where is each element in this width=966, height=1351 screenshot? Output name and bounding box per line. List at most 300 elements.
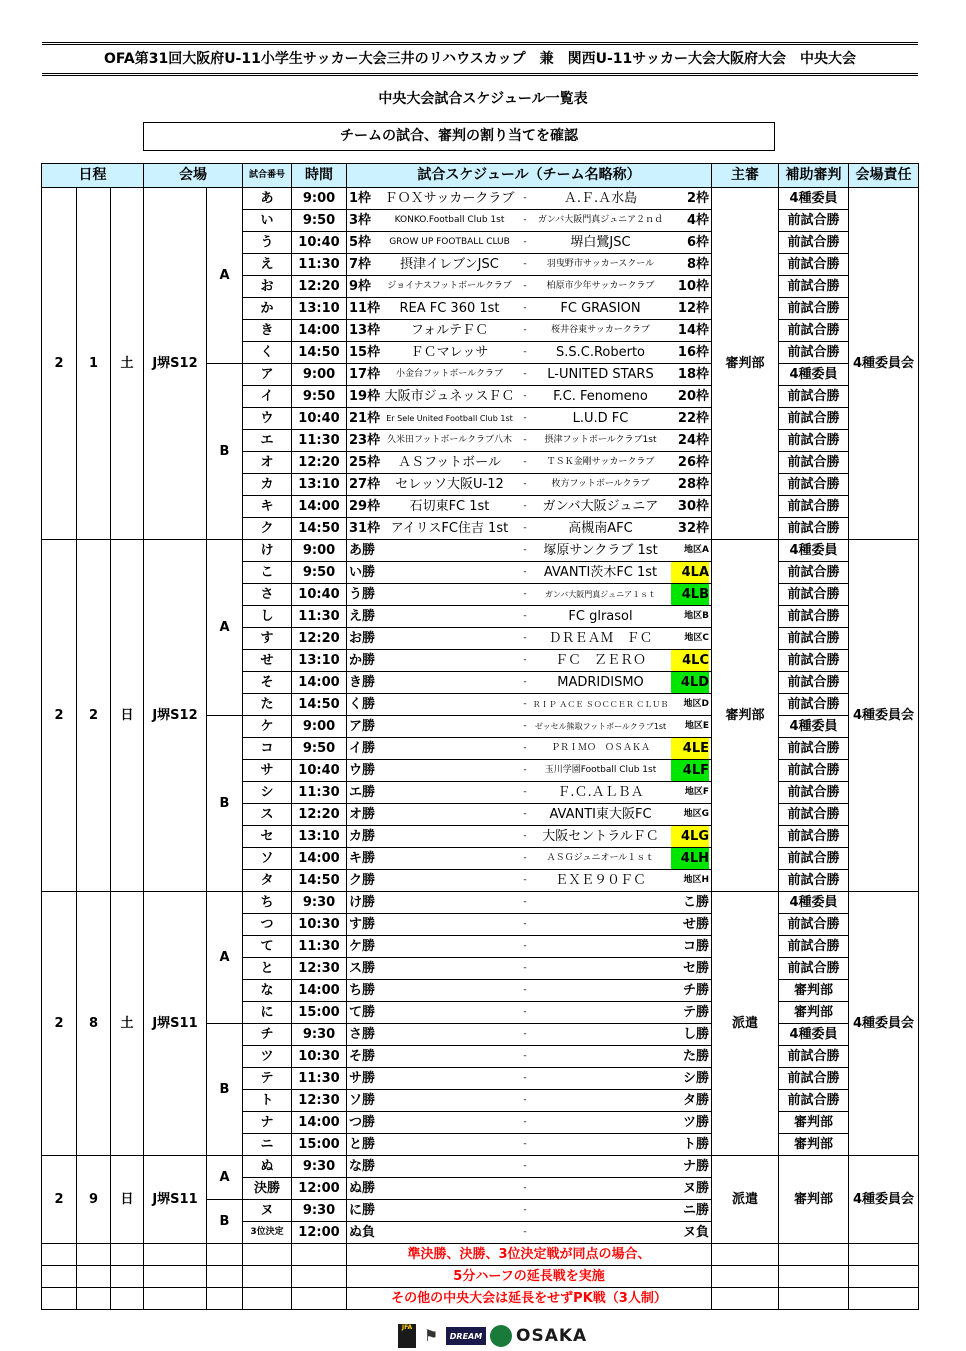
match-time: 14:50 (292, 518, 347, 540)
match-id: そ (243, 672, 292, 694)
left-team: ＦＯＸサッカークラブ (384, 191, 515, 206)
match-teams (347, 474, 712, 496)
left-slot: カ勝 (349, 829, 376, 844)
assistant-cell: 前試合勝 (779, 628, 849, 650)
manager-cell: 4種委員会 (849, 188, 919, 540)
match-id: け (243, 540, 292, 562)
left-slot: オ勝 (349, 807, 376, 822)
empty-cell (292, 1288, 347, 1310)
empty-cell (712, 1244, 779, 1266)
left-slot: イ勝 (349, 741, 376, 756)
empty-cell (42, 1244, 77, 1266)
empty-cell (712, 1266, 779, 1288)
right-slot: 4LD (671, 672, 709, 693)
match-id: サ (243, 760, 292, 782)
match-id: ト (243, 1090, 292, 1112)
venue-cell: J堺S11 (144, 892, 207, 1156)
match-time: 12:20 (292, 276, 347, 298)
separator: - (523, 611, 527, 621)
match-teams (347, 188, 712, 210)
right-team: L-UNITED STARS (547, 367, 654, 382)
match-time: 14:50 (292, 342, 347, 364)
left-team: GROW UP FOOTBALL CLUB (389, 237, 510, 247)
right-slot: テ勝 (682, 1005, 709, 1020)
right-slot: ヌ勝 (682, 1181, 709, 1196)
date-month: 2 (42, 188, 77, 540)
match-time: 9:30 (292, 1200, 347, 1222)
left-slot: ケ勝 (349, 939, 376, 954)
page-subtitle: 中央大会試合スケジュール一覧表 (378, 91, 588, 107)
separator: - (523, 479, 527, 489)
match-time: 12:30 (292, 1090, 347, 1112)
separator: - (523, 743, 527, 753)
venue-cell: J堺S12 (144, 188, 207, 540)
match-teams (347, 1222, 712, 1244)
match-teams (347, 958, 712, 980)
left-team: ＡＳフットボール (398, 455, 501, 470)
match-time: 10:40 (292, 760, 347, 782)
assistant-cell: 前試合勝 (779, 694, 849, 716)
match-time: 11:30 (292, 1068, 347, 1090)
match-id: 決勝 (243, 1178, 292, 1200)
left-slot: 29枠 (349, 499, 381, 514)
separator: - (523, 963, 527, 973)
right-slot: セ勝 (682, 961, 709, 976)
match-time: 12:00 (292, 1178, 347, 1200)
match-id: か (243, 298, 292, 320)
date-weekday: 日 (111, 540, 144, 892)
right-team: F.C. Fenomeno (553, 389, 648, 404)
match-teams (347, 1112, 712, 1134)
match-id: ア (243, 364, 292, 386)
match-id: お (243, 276, 292, 298)
separator: - (523, 699, 527, 709)
empty-cell (243, 1266, 292, 1288)
right-team: AVANTI茨木FC 1st (543, 565, 658, 580)
right-team: 塚原サンクラブ 1st (543, 543, 658, 558)
match-time: 12:20 (292, 452, 347, 474)
match-id: 3位決定 (243, 1222, 292, 1244)
match-time: 9:50 (292, 562, 347, 584)
left-slot: ス勝 (349, 961, 376, 976)
match-time: 12:20 (292, 628, 347, 650)
separator: - (523, 633, 527, 643)
right-slot: 4LF (671, 760, 709, 781)
left-team: REA FC 360 1st (399, 301, 500, 316)
right-team: ＤＲＥＡＭ ＦＣ (548, 631, 653, 646)
right-slot: 24枠 (677, 433, 709, 448)
separator: - (523, 875, 527, 885)
right-slot: 地区C (684, 633, 709, 643)
match-teams (347, 1156, 712, 1178)
match-id: ス (243, 804, 292, 826)
match-id: ク (243, 518, 292, 540)
right-slot: 2枠 (686, 191, 709, 206)
separator: - (523, 655, 527, 665)
match-teams (347, 936, 712, 958)
right-slot: こ勝 (682, 895, 709, 910)
match-time: 9:30 (292, 892, 347, 914)
match-time: 14:00 (292, 980, 347, 1002)
separator: - (523, 325, 527, 335)
separator: - (523, 259, 527, 269)
empty-cell (207, 1244, 243, 1266)
assistant-cell: 審判部 (779, 1134, 849, 1156)
match-id: エ (243, 430, 292, 452)
separator: - (523, 1029, 527, 1039)
right-slot: シ勝 (682, 1071, 709, 1086)
match-id: オ (243, 452, 292, 474)
right-team: 高槻南AFC (568, 521, 633, 536)
match-id: せ (243, 650, 292, 672)
left-slot: え勝 (349, 609, 376, 624)
right-slot: 14枠 (677, 323, 709, 338)
match-teams (347, 342, 712, 364)
group-label: B (207, 364, 243, 540)
footer-note: 準決勝、決勝、3位決定戦が同点の場合、 (347, 1244, 712, 1266)
match-time: 14:00 (292, 496, 347, 518)
empty-cell (712, 1288, 779, 1310)
match-time: 14:00 (292, 672, 347, 694)
match-teams (347, 826, 712, 848)
match-time: 13:10 (292, 474, 347, 496)
date-day: 1 (77, 188, 111, 540)
match-teams (347, 1046, 712, 1068)
match-time: 9:00 (292, 716, 347, 738)
assistant-cell: 前試合勝 (779, 782, 849, 804)
right-slot: 20枠 (677, 389, 709, 404)
match-time: 14:00 (292, 1112, 347, 1134)
date-month: 2 (42, 1156, 77, 1244)
left-team: 久米田フットボールクラブ八木 (386, 435, 512, 445)
match-teams (347, 914, 712, 936)
date-day: 2 (77, 540, 111, 892)
match-time: 13:10 (292, 826, 347, 848)
match-teams (347, 408, 712, 430)
header-referee: 主審 (712, 164, 779, 188)
match-time: 9:00 (292, 188, 347, 210)
match-time: 14:50 (292, 694, 347, 716)
assistant-cell: 前試合勝 (779, 254, 849, 276)
separator: - (523, 193, 527, 203)
match-teams (347, 210, 712, 232)
group-label: B (207, 1200, 243, 1244)
right-slot: 地区G (683, 809, 709, 819)
right-slot: 4LE (671, 738, 709, 759)
match-time: 9:30 (292, 1156, 347, 1178)
empty-cell (111, 1288, 144, 1310)
right-slot: 18枠 (677, 367, 709, 382)
right-slot: 地区E (684, 721, 709, 731)
separator: - (523, 391, 527, 401)
match-time: 9:00 (292, 364, 347, 386)
right-slot: 地区A (684, 545, 709, 555)
match-teams (347, 892, 712, 914)
match-teams (347, 1178, 712, 1200)
left-slot: 13枠 (349, 323, 381, 338)
match-id: た (243, 694, 292, 716)
match-time: 12:20 (292, 804, 347, 826)
match-teams (347, 782, 712, 804)
empty-cell (207, 1266, 243, 1288)
left-slot: エ勝 (349, 785, 376, 800)
empty-cell (207, 1288, 243, 1310)
assistant-cell: 審判部 (779, 980, 849, 1002)
match-id: ニ (243, 1134, 292, 1156)
emblem-icon: ⚑ (423, 1326, 439, 1345)
assistant-cell: 前試合勝 (779, 826, 849, 848)
separator: - (523, 1205, 527, 1215)
left-slot: 25枠 (349, 455, 381, 470)
right-team: ガンバ大阪門真ジュニア１ｓｔ (544, 590, 657, 599)
left-slot: サ勝 (349, 1071, 376, 1086)
right-team: ガンバ大阪門真ジュニア２ｎｄ (537, 215, 664, 225)
match-teams (347, 276, 712, 298)
match-id: ぬ (243, 1156, 292, 1178)
separator: - (523, 1117, 527, 1127)
left-slot: ソ勝 (349, 1093, 376, 1108)
group-label: B (207, 716, 243, 892)
left-team: Er Sele United Football Club 1st (386, 414, 513, 423)
header-venue: 会場 (144, 164, 243, 188)
date-weekday: 土 (111, 892, 144, 1156)
match-teams (347, 320, 712, 342)
right-team: FC GRASION (560, 301, 641, 316)
separator: - (523, 237, 527, 247)
match-id: な (243, 980, 292, 1002)
venue-cell: J堺S12 (144, 540, 207, 892)
match-id: ツ (243, 1046, 292, 1068)
date-month: 2 (42, 892, 77, 1156)
assistant-cell: 前試合勝 (779, 606, 849, 628)
right-slot: ツ勝 (682, 1115, 709, 1130)
assistant-cell: 前試合勝 (779, 584, 849, 606)
group-label: A (207, 1156, 243, 1200)
jfa-logo: JFA (398, 1324, 416, 1348)
separator: - (523, 721, 527, 731)
assistant-cell: 4種委員 (779, 364, 849, 386)
right-slot: 4LA (671, 562, 709, 583)
right-slot: ナ勝 (682, 1159, 709, 1174)
schedule-table (41, 163, 919, 1310)
match-time: 14:50 (292, 870, 347, 892)
right-team: MADRIDISMO (557, 675, 644, 690)
empty-cell (779, 1244, 849, 1266)
match-id: と (243, 958, 292, 980)
match-id: う (243, 232, 292, 254)
left-slot: 23枠 (349, 433, 381, 448)
assistant-cell: 審判部 (779, 1002, 849, 1024)
right-team: FC glrasol (568, 609, 633, 624)
note-row (42, 1244, 919, 1266)
assistant-cell: 4種委員 (779, 188, 849, 210)
left-slot: ク勝 (349, 873, 376, 888)
separator: - (523, 523, 527, 533)
left-slot: き勝 (349, 675, 376, 690)
left-slot: つ勝 (349, 1115, 376, 1130)
left-slot: す勝 (349, 917, 376, 932)
left-team: ジョイナスフットボールクラブ (387, 281, 512, 291)
match-teams (347, 386, 712, 408)
match-teams (347, 364, 712, 386)
assistant-cell: 前試合勝 (779, 276, 849, 298)
left-slot: ぬ負 (349, 1225, 376, 1240)
match-id: ウ (243, 408, 292, 430)
separator: - (523, 545, 527, 555)
separator: - (523, 413, 527, 423)
match-teams (347, 716, 712, 738)
right-slot: 地区D (683, 699, 709, 709)
match-id: セ (243, 826, 292, 848)
separator: - (523, 567, 527, 577)
assistant-cell: 前試合勝 (779, 320, 849, 342)
match-id: す (243, 628, 292, 650)
match-time: 10:40 (292, 584, 347, 606)
right-team: ＥＸＥ９０ＦＣ (554, 873, 646, 888)
empty-cell (144, 1266, 207, 1288)
right-team: 大阪セントラルＦＣ (542, 829, 659, 844)
left-slot: ぬ勝 (349, 1181, 376, 1196)
match-id: え (243, 254, 292, 276)
right-slot: コ勝 (682, 939, 709, 954)
left-team: アイリスFC住吉 1st (390, 521, 509, 536)
match-time: 15:00 (292, 1002, 347, 1024)
left-slot: そ勝 (349, 1049, 376, 1064)
header-schedule: 試合スケジュール（チーム名略称） (347, 164, 712, 188)
assistant-cell: 前試合勝 (779, 1090, 849, 1112)
separator: - (523, 765, 527, 775)
separator: - (523, 501, 527, 511)
match-teams (347, 298, 712, 320)
left-team: KONKO.Football Club 1st (394, 215, 505, 225)
empty-cell (144, 1244, 207, 1266)
assistant-cell: 前試合勝 (779, 210, 849, 232)
empty-cell (77, 1244, 111, 1266)
table-row (42, 892, 919, 914)
left-slot: に勝 (349, 1203, 376, 1218)
header-match-no: 試合番号 (243, 164, 292, 188)
match-time: 11:30 (292, 936, 347, 958)
empty-cell (849, 1288, 919, 1310)
right-slot: 22枠 (677, 411, 709, 426)
match-id: テ (243, 1068, 292, 1090)
right-team: ＡＳＧジュニオール１ｓｔ (546, 853, 655, 863)
match-id: ケ (243, 716, 292, 738)
table-row (42, 188, 919, 210)
table-row (42, 540, 919, 562)
table-row (42, 1156, 919, 1178)
match-time: 9:30 (292, 1024, 347, 1046)
right-team: ＴＳＫ金剛サッカークラブ (546, 457, 655, 467)
date-day: 9 (77, 1156, 111, 1244)
match-id: ソ (243, 848, 292, 870)
footer-note: その他の中央大会は延長をせずPK戦（3人制） (347, 1288, 712, 1310)
match-time: 11:30 (292, 782, 347, 804)
match-id: タ (243, 870, 292, 892)
match-id: さ (243, 584, 292, 606)
separator: - (523, 677, 527, 687)
match-teams (347, 540, 712, 562)
left-slot: ウ勝 (349, 763, 376, 778)
right-slot: 28枠 (677, 477, 709, 492)
right-slot: 10枠 (677, 279, 709, 294)
assistant-cell: 前試合勝 (779, 914, 849, 936)
right-slot: せ勝 (682, 917, 709, 932)
dream-logo: DREAM (446, 1327, 486, 1345)
match-teams (347, 738, 712, 760)
match-time: 10:30 (292, 914, 347, 936)
left-team: セレッソ大阪U-12 (395, 477, 504, 492)
assistant-cell: 前試合勝 (779, 232, 849, 254)
right-team: 摂津フットボールクラブ1st (544, 435, 657, 445)
left-team: 石切東FC 1st (409, 499, 490, 514)
match-teams (347, 1024, 712, 1046)
date-weekday: 土 (111, 188, 144, 540)
right-slot: 16枠 (677, 345, 709, 360)
match-teams (347, 430, 712, 452)
osaka-fa-emblem-icon (490, 1325, 512, 1347)
manager-cell: 4種委員会 (849, 1156, 919, 1244)
left-slot: と勝 (349, 1137, 376, 1152)
assistant-cell: 前試合勝 (779, 518, 849, 540)
group-label: A (207, 188, 243, 364)
right-team: 堺白鷺JSC (570, 235, 631, 250)
match-id: チ (243, 1024, 292, 1046)
assistant-cell: 4種委員 (779, 716, 849, 738)
assistant-cell: 前試合勝 (779, 738, 849, 760)
left-slot: け勝 (349, 895, 376, 910)
left-slot: ア勝 (349, 719, 376, 734)
left-slot: 5枠 (349, 235, 372, 250)
empty-cell (779, 1288, 849, 1310)
group-label: A (207, 892, 243, 1024)
separator: - (523, 897, 527, 907)
group-label: B (207, 1024, 243, 1156)
right-slot: 26枠 (677, 455, 709, 470)
left-team: 小金台フットボールクラブ (395, 369, 503, 379)
right-slot: タ勝 (682, 1093, 709, 1108)
assistant-cell: 前試合勝 (779, 1046, 849, 1068)
match-teams (347, 562, 712, 584)
notice-box: チームの試合、審判の割り当てを確認 (143, 122, 775, 151)
group-label: A (207, 540, 243, 716)
separator: - (523, 919, 527, 929)
match-teams (347, 452, 712, 474)
right-slot: 4LB (671, 584, 709, 605)
match-teams (347, 1002, 712, 1024)
header-date: 日程 (42, 164, 144, 188)
referee-cell: 派遣 (712, 892, 779, 1156)
match-id: カ (243, 474, 292, 496)
match-id: キ (243, 496, 292, 518)
match-teams (347, 496, 712, 518)
match-time: 10:40 (292, 232, 347, 254)
match-teams (347, 694, 712, 716)
separator: - (523, 281, 527, 291)
match-time: 11:30 (292, 430, 347, 452)
assistant-cell: 審判部 (779, 1112, 849, 1134)
match-teams (347, 254, 712, 276)
empty-cell (243, 1288, 292, 1310)
empty-cell (144, 1288, 207, 1310)
separator: - (523, 853, 527, 863)
date-day: 8 (77, 892, 111, 1156)
right-slot: し勝 (682, 1027, 709, 1042)
right-slot: 8枠 (686, 257, 709, 272)
match-teams (347, 1068, 712, 1090)
right-team: 桜井谷東サッカークラブ (551, 325, 650, 335)
separator: - (523, 369, 527, 379)
